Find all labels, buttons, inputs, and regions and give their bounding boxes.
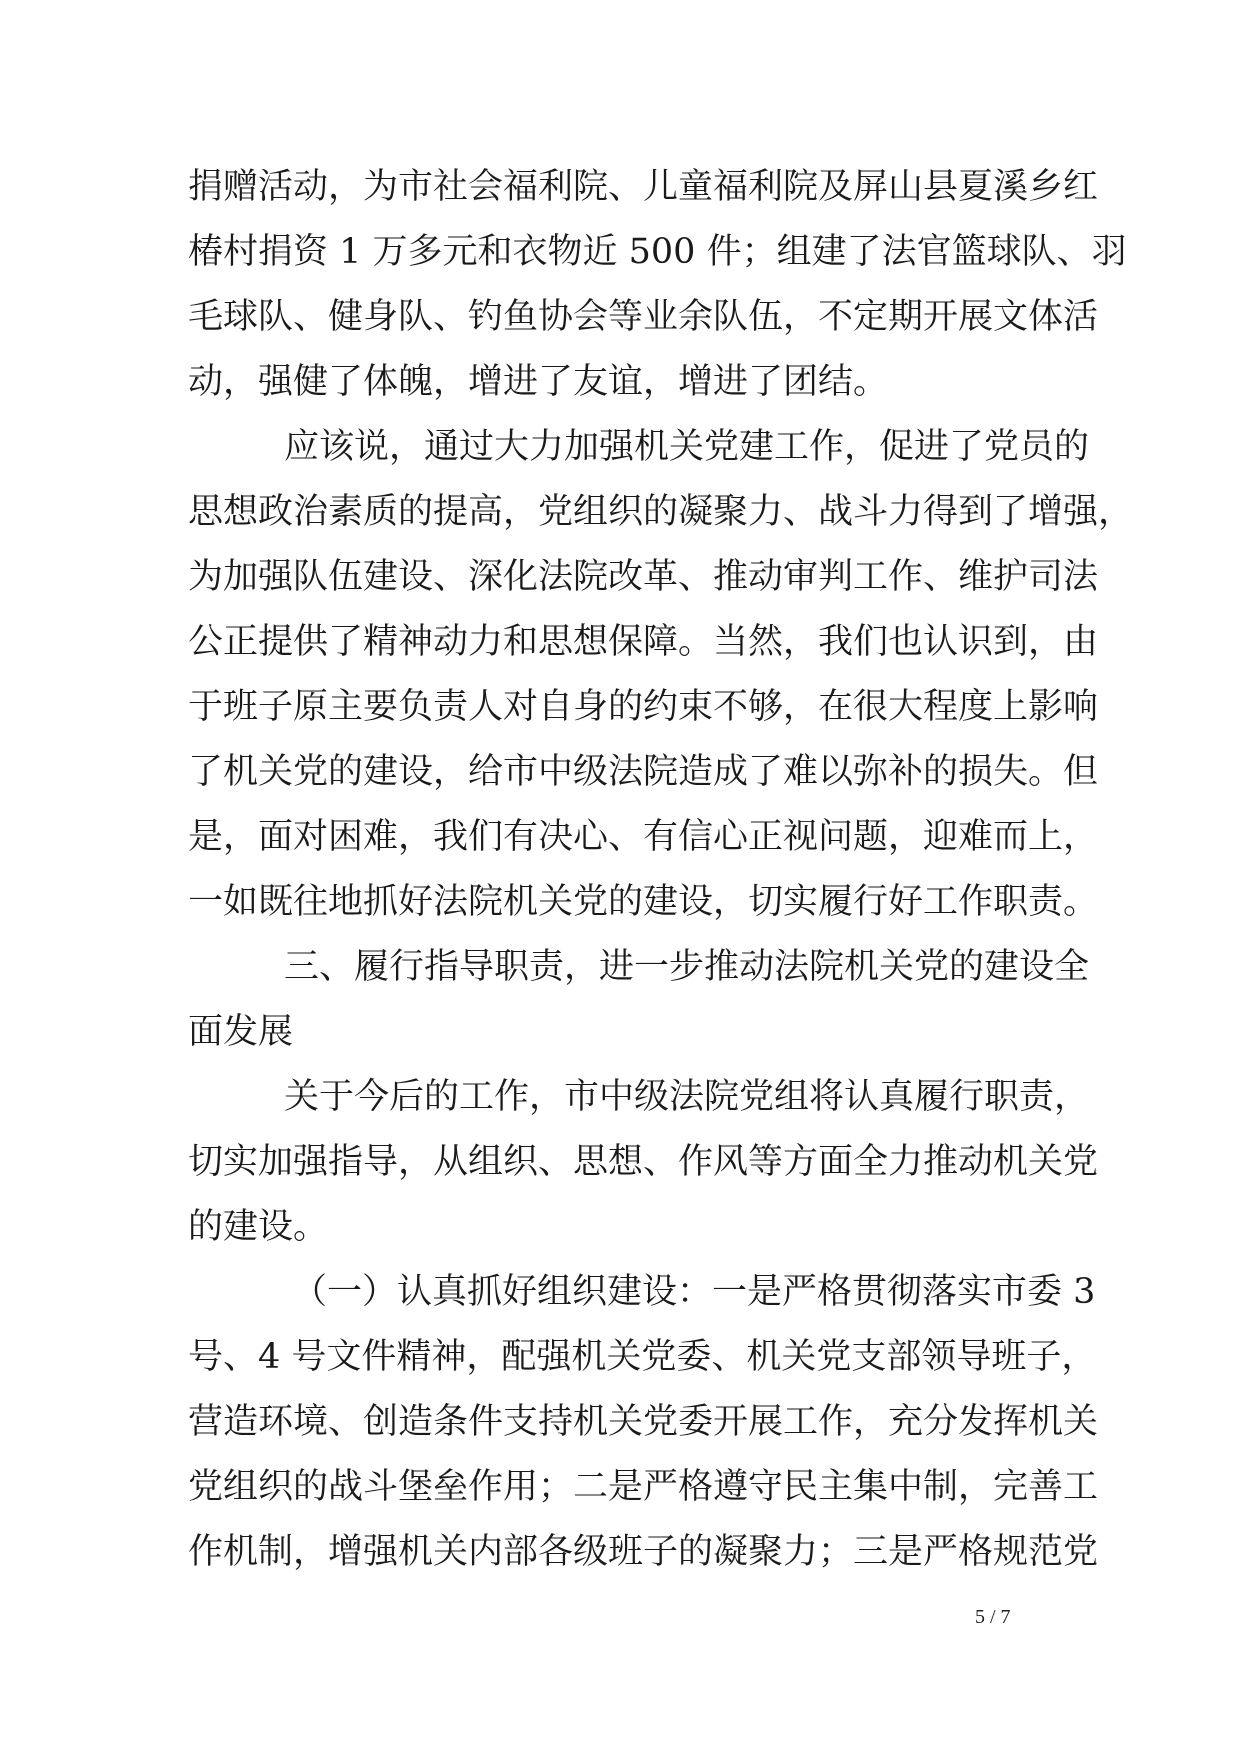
- text-line: 的建设。: [188, 1207, 329, 1247]
- text-line: 公正提供了精神动力和思想保障。当然，我们也认识到，由: [188, 622, 1099, 662]
- subsection-first-line: （一）认真抓好组织建设：一是严格贯彻落实市委 3: [292, 1272, 1096, 1312]
- text-line: 为加强队伍建设、深化法院改革、推动审判工作、维护司法: [188, 557, 1099, 597]
- text-line: 椿村捐资 1 万多元和衣物近 500 件；组建了法官篮球队、羽: [188, 232, 1127, 272]
- section-heading-line: 面发展: [188, 1012, 294, 1052]
- text-line: 切实加强指导，从组织、思想、作风等方面全力推动机关党: [188, 1142, 1099, 1182]
- text-line: 于班子原主要负责人对自身的约束不够，在很大程度上影响: [188, 687, 1099, 727]
- text-line: 党组织的战斗堡垒作用；二是严格遵守民主集中制，完善工: [188, 1467, 1099, 1507]
- text-line: 了机关党的建设，给市中级法院造成了难以弥补的损失。但: [188, 752, 1099, 792]
- text-line: 毛球队、健身队、钓鱼协会等业余队伍，不定期开展文体活: [188, 297, 1099, 337]
- paragraph-first-line: 应该说，通过大力加强机关党建工作，促进了党员的: [284, 427, 1090, 467]
- text-line: 捐赠活动，为市社会福利院、儿童福利院及屏山县夏溪乡红: [188, 167, 1099, 207]
- text-line: 作机制，增强机关内部各级班子的凝聚力；三是严格规范党: [188, 1532, 1099, 1572]
- text-line: 一如既往地抓好法院机关党的建设，切实履行好工作职责。: [188, 882, 1099, 922]
- page-number: 5 / 7: [975, 1606, 1011, 1628]
- section-heading-line: 三、履行指导职责，进一步推动法院机关党的建设全: [284, 947, 1090, 987]
- text-line: 思想政治素质的提高，党组织的凝聚力、战斗力得到了增强，: [188, 492, 1134, 532]
- text-line: 营造环境、创造条件支持机关党委开展工作，充分发挥机关: [188, 1402, 1099, 1442]
- text-line: 是，面对困难，我们有决心、有信心正视问题，迎难而上，: [188, 817, 1099, 857]
- text-line: 动，强健了体魄，增进了友谊，增进了团结。: [188, 362, 889, 402]
- paragraph-first-line: 关于今后的工作，市中级法院党组将认真履行职责，: [284, 1077, 1090, 1117]
- document-body: [188, 155, 1134, 1585]
- text-line: 号、4 号文件精神，配强机关党委、机关党支部领导班子，: [188, 1337, 1097, 1377]
